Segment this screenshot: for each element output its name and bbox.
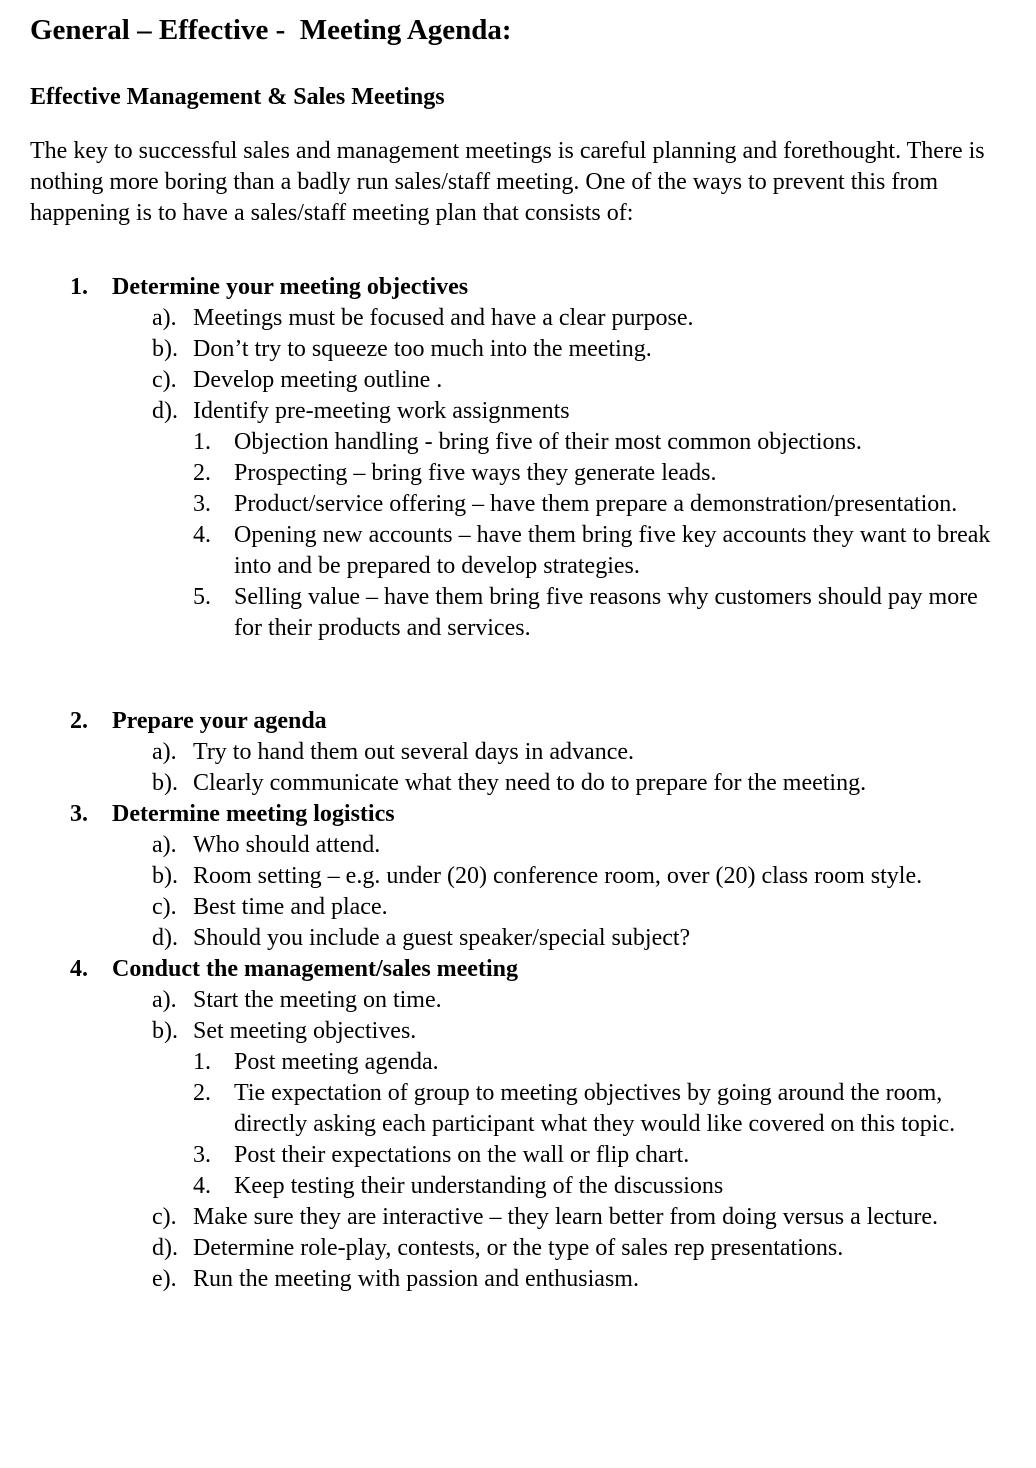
section-spacer [30, 644, 1006, 706]
sub-list-item [30, 1047, 1006, 1078]
sub-list-item [30, 582, 1006, 644]
list-item [30, 1016, 1006, 1047]
list-item-text: Determine role-play, contests, or the type of sales rep presentations. [193, 1235, 844, 1261]
section-title: Determine your meeting objectives [112, 274, 469, 300]
sub-list-item [30, 489, 1006, 520]
section-title: Conduct the management/sales meeting [112, 956, 518, 982]
agenda-section [30, 799, 1006, 954]
section-title: Prepare your agenda [112, 708, 327, 734]
list-item [30, 365, 1006, 396]
list-item-marker: b). [152, 863, 178, 889]
list-item-marker: a). [152, 987, 177, 1013]
sub-list-item-text: Tie expectation of group to meeting objectives by going around the room, directly asking each participant what they would like covered on this topic. [234, 1080, 956, 1137]
list-item-text: Identify pre-meeting work assignments [193, 398, 570, 424]
sub-list-item [30, 1140, 1006, 1171]
sub-list-item-marker: 1. [193, 429, 211, 455]
list-item-text: Should you include a guest speaker/special subject? [193, 925, 691, 951]
list-item-marker: b). [152, 336, 178, 362]
list-item [30, 830, 1006, 861]
list-item-text: Set meeting objectives. [193, 1018, 417, 1044]
list-item-text: Who should attend. [193, 832, 381, 858]
sub-list-item [30, 1078, 1006, 1140]
list-item [30, 334, 1006, 365]
sub-list-item [30, 458, 1006, 489]
list-item [30, 737, 1006, 768]
list-item-text: Clearly communicate what they need to do to prepare for the meeting. [193, 770, 867, 796]
list-item-marker: c). [152, 1204, 177, 1230]
sub-list-item-marker: 5. [193, 584, 211, 610]
sub-list-item [30, 427, 1006, 458]
sub-list-item-marker: 3. [193, 491, 211, 517]
list-item [30, 396, 1006, 427]
list-item-marker: a). [152, 832, 177, 858]
sub-list-item-marker: 1. [193, 1049, 211, 1075]
section-subtitle: Effective Management & Sales Meetings [30, 84, 445, 110]
sub-list-item-marker: 3. [193, 1142, 211, 1168]
sub-list-item [30, 520, 1006, 582]
list-item-text: Try to hand them out several days in advance. [193, 739, 635, 765]
sub-list-item-marker: 2. [193, 1080, 211, 1106]
list-item-marker: c). [152, 894, 177, 920]
list-item-marker: d). [152, 925, 178, 951]
list-item-text: Make sure they are interactive – they learn better from doing versus a lecture. [193, 1204, 939, 1230]
agenda-list [30, 272, 1006, 1295]
list-item-marker: a). [152, 739, 177, 765]
list-item [30, 1202, 1006, 1233]
sub-list-item-text: Selling value – have them bring five reasons why customers should pay more for their products and services. [234, 584, 978, 641]
list-item-text: Best time and place. [193, 894, 388, 920]
list-item-marker: d). [152, 1235, 178, 1261]
list-item [30, 1233, 1006, 1264]
intro-paragraph: The key to successful sales and management meetings is careful planning and forethought. There is nothing more boring than a badly run sales/staff meeting. One of the ways to prevent this from happening is to have a sales/staff meeting plan that consists of: [30, 138, 985, 226]
list-item [30, 303, 1006, 334]
list-item-marker: b). [152, 1018, 178, 1044]
list-item-text: Meetings must be focused and have a clear purpose. [193, 305, 694, 331]
list-item-marker: c). [152, 367, 177, 393]
sub-list-item-text: Keep testing their understanding of the discussions [234, 1173, 724, 1199]
page-title: General – Effective - Meeting Agenda: [30, 14, 512, 46]
list-item-marker: a). [152, 305, 177, 331]
list-item-marker: d). [152, 398, 178, 424]
list-item [30, 768, 1006, 799]
section-number: 3. [70, 801, 88, 827]
agenda-section [30, 706, 1006, 799]
list-item [30, 985, 1006, 1016]
agenda-section [30, 272, 1006, 644]
sub-list-item-text: Prospecting – bring five ways they generate leads. [234, 460, 717, 486]
sub-list-item-marker: 4. [193, 1173, 211, 1199]
list-item-text: Develop meeting outline . [193, 367, 443, 393]
section-number: 1. [70, 274, 88, 300]
list-item-marker: e). [152, 1266, 177, 1292]
list-item-text: Run the meeting with passion and enthusiasm. [193, 1266, 639, 1292]
list-item [30, 923, 1006, 954]
sub-list-item-marker: 2. [193, 460, 211, 486]
list-item-text: Start the meeting on time. [193, 987, 442, 1013]
list-item [30, 892, 1006, 923]
agenda-section [30, 954, 1006, 1295]
section-title: Determine meeting logistics [112, 801, 395, 827]
sub-list-item-marker: 4. [193, 522, 211, 548]
section-number: 2. [70, 708, 88, 734]
sub-list-item-text: Objection handling - bring five of their most common objections. [234, 429, 862, 455]
section-number: 4. [70, 956, 88, 982]
sub-list-item-text: Product/service offering – have them prepare a demonstration/presentation. [234, 491, 958, 517]
sub-list-item-text: Post meeting agenda. [234, 1049, 439, 1075]
list-item-marker: b). [152, 770, 178, 796]
list-item [30, 861, 1006, 892]
sub-list-item-text: Post their expectations on the wall or flip chart. [234, 1142, 690, 1168]
list-item [30, 1264, 1006, 1295]
sub-list-item-text: Opening new accounts – have them bring five key accounts they want to break into and be prepared to develop strategies. [234, 522, 991, 579]
sub-list-item [30, 1171, 1006, 1202]
list-item-text: Room setting – e.g. under (20) conference room, over (20) class room style. [193, 863, 923, 889]
list-item-text: Don’t try to squeeze too much into the meeting. [193, 336, 652, 362]
